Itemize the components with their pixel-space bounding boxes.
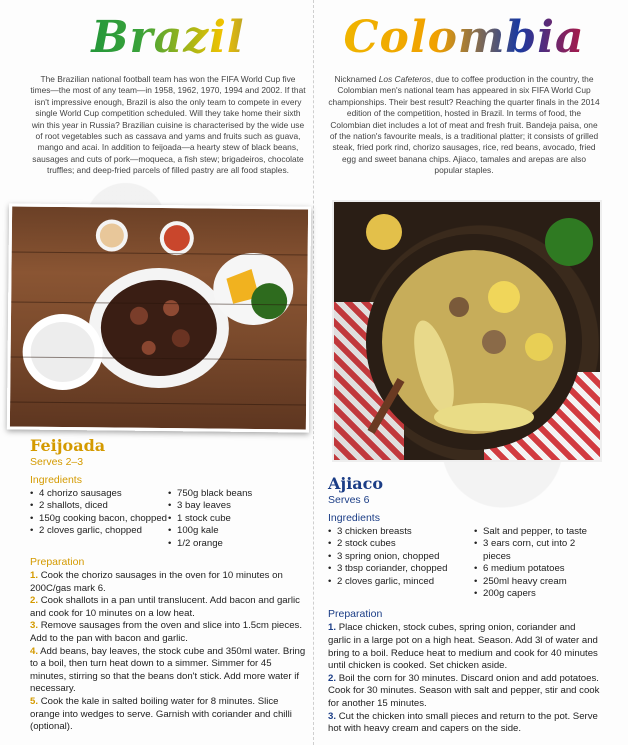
- ingredient-item: • 3 spring onion, chopped: [328, 551, 474, 563]
- ingredient-item: • 6 medium potatoes: [474, 563, 598, 575]
- step-number: 5.: [30, 695, 39, 707]
- feijoada-recipe: [30, 436, 306, 734]
- feijoada-preparation-heading: Preparation: [30, 556, 85, 569]
- ajiaco-serves: Serves 6: [328, 494, 370, 506]
- ingredient-item: • 150g cooking bacon, chopped: [30, 513, 168, 525]
- step-text: Cook the kale in salted boiling water for 8 minutes. Slice orange into wedges to serve. Garnish with coriander and chilli (optional).: [30, 695, 292, 733]
- colombia-heading: Colombia: [328, 8, 600, 68]
- feijoada-photo: [7, 203, 311, 432]
- intro-text: Nicknamed: [334, 74, 379, 84]
- brazil-intro: The Brazilian national football team has won the FIFA World Cup five times—the most of any team—in 1958, 1962, 1970, 1994 and 2002. If that isn't impressive enough, Brazil is also the only team to compete in every single World Cup competition scheduled. Will they take home their sixth win this year in Russia? Brazilian cuisine is characterised by the wide use of root vegetables such as cassava and yams and fruits such as guava, mango and acai. In addition to feijoada—a hearty stew of black beans, sausages and cuts of pork—moqueca, a fish stew; brigadeiros, chocolate truffles; and deep-fried parcels of filled pastry are all food staples.: [30, 74, 306, 176]
- step-text: Add beans, bay leaves, the stock cube and 350ml water. Bring to a boil, then turn heat down to a simmer. Simmer for 45 minutes, stirring so that the beans don't stick. Add more water if necessary.: [30, 645, 306, 695]
- step-text: Boil the corn for 30 minutes. Discard onion and add potatoes. Cook for 30 minutes. Season with salt and pepper, stir and cook for another 15 minutes.: [328, 672, 600, 709]
- ingredient-item: • 100g kale: [168, 525, 298, 537]
- ingredient-item: • 250ml heavy cream: [474, 576, 598, 588]
- step-number: 4.: [30, 645, 39, 657]
- ingredient-item: • 1 stock cube: [168, 513, 298, 525]
- step-text: Remove sausages from the oven and slice into 1.5cm pieces. Add to the pan with bacon and garlic.: [30, 620, 302, 644]
- ingredient-item: • 2 stock cubes: [328, 538, 474, 550]
- ajiaco-title: Ajiaco: [328, 474, 384, 493]
- step-number: 3.: [30, 620, 39, 632]
- ingredient-item: • 200g capers: [474, 588, 598, 600]
- ingredient-item: • 750g black beans: [168, 488, 298, 500]
- step-number: 1.: [30, 570, 39, 582]
- ingredient-item: • 4 chorizo sausages: [30, 488, 168, 500]
- preparation-step: [30, 696, 306, 734]
- colombia-intro: [328, 74, 600, 177]
- step-text: Cook shallots in a pan until translucent. Add bacon and garlic and cook for 10 minutes on a low heat.: [30, 595, 300, 619]
- preparation-step: [30, 595, 306, 620]
- step-number: 2.: [328, 672, 337, 684]
- ajiaco-ingredients-right: [474, 526, 598, 600]
- step-number: 3.: [328, 710, 337, 722]
- intro-nickname: Los Cafeteros: [378, 74, 431, 84]
- ajiaco-photo: [332, 200, 602, 462]
- ingredient-item: • 3 tbsp coriander, chopped: [328, 563, 474, 575]
- column-divider: [313, 0, 314, 745]
- ingredient-item: • 3 ears corn, cut into 2 pieces: [474, 538, 598, 563]
- preparation-step: [30, 620, 306, 645]
- feijoada-ingredients-right: [168, 488, 298, 550]
- intro-text: , due to coffee production in the country, the Colombian men's national team has appeared in six FIFA World Cup championships. Their best result? Reaching the quarter finals in the 2014 edition of the competition, hosted in Brazil. In terms of food, the Colombian diet includes a lot of meat and fresh fruit. Bandeja paisa, one of the nation's favourite meals, is a traditional platter; it consists of grilled steak, fried pork rind, chorizo sausages, rice, red beans, avocado, fried egg and sweet banana chips. Ajiaco, tamales and arepas are also popular staples.: [328, 74, 600, 176]
- ajiaco-ingredients-heading: Ingredients: [328, 512, 380, 524]
- feijoada-steps: [30, 570, 306, 734]
- ingredient-item: • 2 cloves garlic, chopped: [30, 525, 168, 537]
- ajiaco-preparation-heading: Preparation: [328, 608, 383, 621]
- colombia-column: [328, 0, 600, 177]
- ajiaco-ingredients: [328, 526, 600, 600]
- feijoada-ingredients-heading: Ingredients: [30, 474, 82, 486]
- ajiaco-steps: [328, 622, 600, 735]
- ajiaco-illustration: [334, 202, 600, 460]
- ajiaco-ingredients-left: [328, 526, 474, 600]
- ingredient-item: • 1/2 orange: [168, 538, 298, 550]
- ajiaco-recipe: [328, 474, 600, 736]
- preparation-step: [328, 711, 600, 736]
- ingredient-item: • Salt and pepper, to taste: [474, 526, 598, 538]
- ingredient-item: • 2 shallots, diced: [30, 500, 168, 512]
- feijoada-ingredients: [30, 488, 306, 550]
- feijoada-title: Feijoada: [30, 436, 106, 455]
- ingredient-item: • 2 cloves garlic, minced: [328, 576, 474, 588]
- feijoada-ingredients-left: [30, 488, 168, 550]
- feijoada-serves: Serves 2–3: [30, 456, 84, 468]
- brazil-column: [30, 0, 306, 177]
- step-text: Place chicken, stock cubes, spring onion, coriander and garlic in a large pot on a high heat. Season. Add 3l of water and bring to a boil. Reduce heat to medium and cook for 40 minutes until chicken is cooked. Set chicken aside.: [328, 622, 598, 672]
- brazil-heading: Brazil: [30, 8, 306, 68]
- ingredient-item: • 3 bay leaves: [168, 500, 298, 512]
- feijoada-illustration: [10, 206, 308, 429]
- ingredient-item: • 3 chicken breasts: [328, 526, 474, 538]
- preparation-step: [328, 673, 600, 711]
- preparation-step: [328, 622, 600, 672]
- step-text: Cook the chorizo sausages in the oven for 10 minutes on 200C/gas mark 6.: [30, 570, 283, 594]
- step-number: 2.: [30, 595, 39, 607]
- preparation-step: [30, 570, 306, 595]
- step-number: 1.: [328, 622, 337, 634]
- step-text: Cut the chicken into small pieces and return to the pot. Serve hot with heavy cream and capers on the side.: [328, 710, 598, 735]
- preparation-step: [30, 646, 306, 696]
